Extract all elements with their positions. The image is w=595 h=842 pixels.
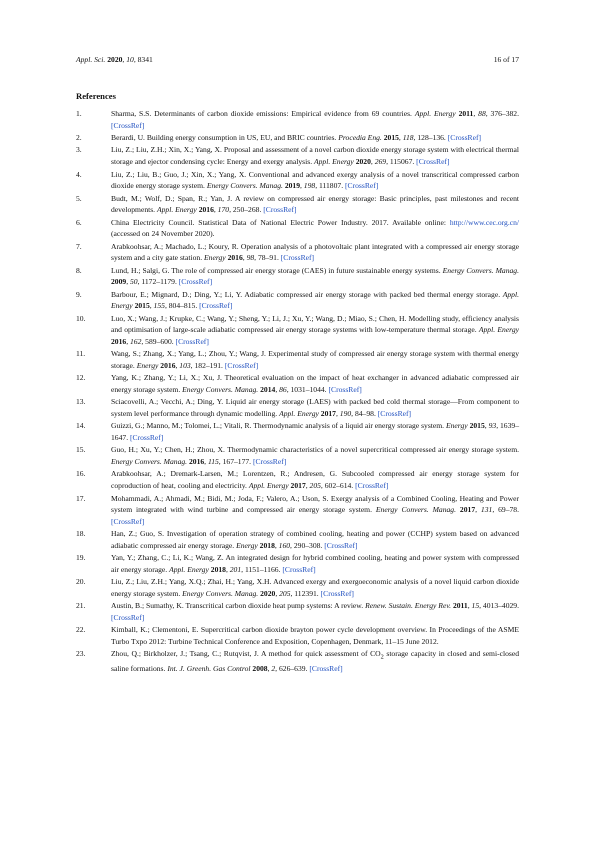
reference-text: , 78–91. xyxy=(254,253,281,263)
reference-italic: 86 xyxy=(279,384,287,394)
reference-text: , xyxy=(467,601,472,611)
reference-year: 2016 xyxy=(111,336,127,346)
running-header xyxy=(76,55,519,67)
reference-year: 2018 xyxy=(210,564,226,574)
reference-italic: 98 xyxy=(246,253,255,263)
reference-text: (accessed on 24 November 2020). xyxy=(111,229,215,239)
reference-italic: 2 xyxy=(271,664,276,674)
reference-year: 2008 xyxy=(252,664,268,674)
crossref-link[interactable]: [CrossRef] xyxy=(175,336,209,346)
reference-italic: Renew. Sustain. Energy Rev. xyxy=(365,601,452,611)
reference-text: , xyxy=(204,457,208,467)
reference-text: , 626–639. xyxy=(275,664,310,674)
reference-italic: 155 xyxy=(153,301,165,311)
reference-item xyxy=(76,552,519,575)
reference-text: , xyxy=(274,540,279,550)
reference-text: Wang, S.; Zhang, X.; Yang, L.; Zhou, Y.; Wang, J. Experimental study of compressed air energy storage system with thermal energy storage. xyxy=(111,349,519,370)
reference-number: 11. xyxy=(76,349,86,359)
reference-text: Lund, H.; Salgi, G. The role of compressed air energy storage (CAES) in future sustainable energy systems. xyxy=(111,265,443,275)
reference-text: Yan, Y.; Zhang, C.; Li, K.; Wang, Z. An integrated design for hybrid combined cooling, heating and power system with compressed air energy storage. xyxy=(111,553,519,574)
crossref-link[interactable]: [CrossRef] xyxy=(224,360,259,370)
reference-text: Guizzi, G.; Manno, M.; Tolomei, L.; Vitali, R. Thermodynamic analysis of a liquid air energy storage system. xyxy=(111,421,446,431)
reference-number: 8. xyxy=(76,265,82,275)
crossref-link[interactable]: [CrossRef] xyxy=(111,612,145,622)
reference-text: , 290–308. xyxy=(290,540,325,550)
reference-text: , 602–614. xyxy=(320,481,356,491)
reference-year: 2015 xyxy=(469,421,485,431)
reference-italic: 103 xyxy=(179,360,191,370)
reference-text: Sharma, S.S. Determinants of carbon dioxide emissions: Empirical evidence from 69 countries. xyxy=(111,109,415,118)
reference-text: , 69–78. xyxy=(492,505,520,515)
reference-italic: Energy Convers. Manag. xyxy=(182,588,259,598)
crossref-link[interactable]: [CrossRef] xyxy=(111,120,145,130)
reference-item xyxy=(76,169,519,192)
reference-italic: 269 xyxy=(374,157,387,167)
reference-text: , xyxy=(275,588,280,598)
reference-number: 10. xyxy=(76,313,86,323)
reference-text: , 128–136. xyxy=(413,133,448,143)
journal-citation: Appl. Sci. 2020, 10, 8341 xyxy=(76,55,153,64)
reference-text: Arabkoohsar, A.; Machado, L.; Koury, R. Operation analysis of a photovoltaic plant integrated with a compressed air energy storage system and a city gate station. xyxy=(111,241,519,263)
crossref-link[interactable]: [CrossRef] xyxy=(282,564,316,574)
reference-text: Mohammadi, A.; Ahmadi, M.; Bidi, M.; Joda, F.; Valero, A.; Uson, S. Exergy analysis of a Combined Cooling, Heating and Power system integrated with wind turbine and compressed air energy storage system. xyxy=(111,493,519,515)
crossref-link[interactable]: [CrossRef] xyxy=(129,433,164,442)
reference-number: 2. xyxy=(76,133,82,143)
reference-year: 2019 xyxy=(284,181,300,191)
reference-year: 2017 xyxy=(459,505,476,515)
reference-italic: Appl. Energy xyxy=(156,205,197,215)
reference-text: Han, Z.; Guo, S. Investigation of operation strategy of combined cooling, heating and power (CCHP) system based on advanced adiabatic compressed air energy storage. xyxy=(111,529,519,550)
reference-item xyxy=(76,528,519,551)
reference-number: 5. xyxy=(76,193,82,203)
reference-italic: Appl. Energy xyxy=(414,109,456,118)
reference-italic: Appl. Energy xyxy=(478,325,519,335)
reference-item xyxy=(76,108,519,131)
reference-year: 2016 xyxy=(188,457,205,467)
reference-number: 4. xyxy=(76,169,82,179)
reference-text: , 250–268. xyxy=(229,205,264,215)
reference-italic: 205 xyxy=(309,481,321,491)
crossref-link[interactable]: [CrossRef] xyxy=(447,133,482,143)
reference-text: , 1639–1647. xyxy=(111,421,519,442)
reference-number: 21. xyxy=(76,601,86,611)
reference-italic: 198 xyxy=(303,181,316,191)
reference-italic: 160 xyxy=(278,540,291,550)
crossref-link[interactable]: [CrossRef] xyxy=(320,588,354,598)
reference-text: , 804–815. xyxy=(164,301,200,311)
reference-text: storage capacity in closed and semi-closed saline formations. xyxy=(111,649,520,674)
reference-italic: 118 xyxy=(402,133,414,143)
reference-year: 2011 xyxy=(458,109,474,118)
crossref-link[interactable]: [CrossRef] xyxy=(328,384,362,394)
reference-year: 2017 xyxy=(290,481,306,491)
reference-number: 15. xyxy=(76,445,86,455)
reference-year: 2017 xyxy=(320,408,336,418)
reference-italic: 190 xyxy=(339,408,352,418)
reference-item xyxy=(76,624,519,647)
crossref-link[interactable]: [CrossRef] xyxy=(345,181,379,191)
reference-number: 22. xyxy=(76,625,86,635)
reference-item xyxy=(76,193,519,216)
reference-text: , 1031–1044. xyxy=(286,384,329,394)
reference-text: Berardi, U. Building energy consumption in US, EU, and BRIC countries. xyxy=(111,133,339,143)
crossref-link[interactable]: [CrossRef] xyxy=(309,664,343,674)
reference-italic: Energy Convers. Manag. xyxy=(375,505,456,515)
reference-number: 18. xyxy=(76,529,86,539)
reference-italic: Energy xyxy=(204,253,226,263)
reference-italic: 170 xyxy=(217,205,230,215)
reference-italic: 205 xyxy=(279,588,291,598)
reference-item xyxy=(76,265,519,288)
crossref-link[interactable]: [CrossRef] xyxy=(252,457,287,467)
reference-text: , xyxy=(370,157,375,167)
reference-italic: 201 xyxy=(229,564,242,574)
crossref-link[interactable]: [CrossRef] xyxy=(377,408,412,418)
reference-italic: Energy Convers. Manag. xyxy=(111,457,188,467)
reference-text: , xyxy=(175,360,180,370)
reference-item xyxy=(76,576,519,599)
article-number: 8341 xyxy=(137,55,153,64)
reference-italic: Energy xyxy=(236,540,258,550)
reference-text: , xyxy=(242,253,247,263)
reference-number: 7. xyxy=(76,241,82,251)
reference-item xyxy=(76,444,519,467)
reference-year: 2015 xyxy=(383,133,399,143)
reference-item xyxy=(76,396,519,419)
reference-text: Guo, H.; Xu, Y.; Chen, H.; Zhou, X. Thermodynamic characteristics of a novel supercritical compressed air energy storage system. xyxy=(111,445,519,455)
reference-italic: Energy Convers. Manag. xyxy=(206,181,283,191)
reference-text: , xyxy=(126,277,130,287)
crossref-link[interactable]: [CrossRef] xyxy=(324,540,358,550)
reference-text: Zhou, Q.; Birkholzer, J.; Tsang, C.; Rutqvist, J. A method for quick assessment of CO xyxy=(111,649,381,659)
reference-text: , xyxy=(213,205,218,215)
reference-item xyxy=(76,468,519,491)
reference-number: 20. xyxy=(76,577,86,587)
subscript: 2 xyxy=(380,653,384,661)
references-heading: References xyxy=(76,91,116,101)
reference-number: 19. xyxy=(76,553,86,563)
journal-name: Appl. Sci. xyxy=(76,55,106,64)
reference-italic: Energy xyxy=(136,360,159,370)
reference-text: , xyxy=(267,664,272,674)
reference-italic: Appl. Energy xyxy=(248,481,289,491)
crossref-link[interactable]: [CrossRef] xyxy=(416,157,450,167)
reference-text: Liu, Z.; Liu, Z.H.; Xin, X.; Yang, X. Proposal and assessment of a novel carbon dioxide energy storage system with electrical thermal storage and ejector condensing cycle: Energy and exergy analysis. xyxy=(111,145,519,167)
crossref-link[interactable]: [CrossRef] xyxy=(199,301,233,311)
crossref-link[interactable]: [CrossRef] xyxy=(111,516,145,526)
reference-number: 17. xyxy=(76,493,86,503)
reference-text: , 589–600. xyxy=(141,336,176,346)
reference-text: , 115067. xyxy=(386,157,417,167)
reference-text: , xyxy=(398,133,403,143)
reference-italic: Energy Convers. Manag. xyxy=(442,265,519,275)
reference-italic: Appl. Energy xyxy=(314,157,354,167)
reference-item xyxy=(76,420,519,443)
reference-italic: Appl. Energy xyxy=(169,564,209,574)
reference-text: Barbour, E.; Mignard, D.; Ding, Y.; Li, Y. Adiabatic compressed air energy storage with packed bed thermal energy storage. xyxy=(111,289,503,299)
reference-item xyxy=(76,241,519,264)
reference-year: 2020 xyxy=(355,157,371,167)
reference-text: , 1172–1179. xyxy=(137,277,179,287)
reference-text: Budt, M.; Wolf, D.; Span, R.; Yan, J. A review on compressed air energy storage: Basic principles, past milestones and recent developments. xyxy=(111,193,519,215)
reference-text: , xyxy=(335,408,340,418)
reference-list xyxy=(76,108,519,676)
reference-number: 3. xyxy=(76,145,82,155)
reference-number: 1. xyxy=(76,109,82,118)
reference-text: , 111807. xyxy=(315,181,345,191)
reference-text: Liu, Z.; Liu, Z.H.; Yang, X.Q.; Zhai, H.; Yang, X.H. Advanced exergy and exergoeconomic analysis of a novel liquid carbon dioxide energy storage system. xyxy=(111,577,519,598)
reference-text: Arabkoohsar, A.; Dremark-Larsen, M.; Lorentzen, R.; Andresen, G. Subcooled compressed air energy storage system for coproduction of heat, cooling and electricity. xyxy=(111,469,519,491)
reference-year: 2016 xyxy=(227,253,243,263)
reference-item xyxy=(76,217,519,240)
reference-text: , 376–382. xyxy=(485,109,520,118)
reference-italic: Procedia Eng. xyxy=(338,133,382,143)
reference-text: , xyxy=(149,301,154,311)
reference-text: Liu, Z.; Liu, B.; Guo, J.; Xin, X.; Yang, X. Conventional and advanced exergy analysis of a novel transcritical compressed carbon dioxide energy storage system. xyxy=(111,169,519,191)
reference-text: , xyxy=(305,481,310,491)
reference-item xyxy=(76,313,519,348)
reference-item xyxy=(76,144,519,167)
reference-number: 14. xyxy=(76,421,86,431)
reference-text: Sciacovelli, A.; Vecchi, A.; Ding, Y. Liquid air energy storage (LAES) with packed bed cold thermal storage—From component to system level performance through dynamic modelling. xyxy=(111,397,519,418)
reference-text: Luo, X.; Wang, J.; Krupke, C.; Wang, Y.; Sheng, Y.; Li, J.; Xu, Y.; Wang, D.; Miao, S.; Chen, H. Modelling study, efficiency analysis and optimisation of large-scale adiabatic compressed air energy storage systems with low-temperature thermal storage. xyxy=(111,313,519,335)
reference-year: 2018 xyxy=(259,540,275,550)
reference-number: 16. xyxy=(76,469,86,479)
reference-italic: Energy Convers. Manag. xyxy=(182,384,259,394)
reference-text: China Electricity Council. Statistical Data of National Electric Power Industry. 2017. Available online: xyxy=(111,217,450,227)
journal-volume: 10 xyxy=(126,55,134,64)
reference-number: 12. xyxy=(76,373,86,383)
reference-italic: 88 xyxy=(478,109,486,118)
reference-year: 2016 xyxy=(198,205,214,215)
reference-text: , xyxy=(225,564,230,574)
reference-item xyxy=(76,132,519,144)
reference-year: 2009 xyxy=(111,277,127,287)
reference-italic: 131 xyxy=(480,505,493,515)
reference-item xyxy=(76,648,519,675)
page-number: 16 of 17 xyxy=(493,55,519,64)
reference-italic: 93 xyxy=(488,421,497,431)
reference-item xyxy=(76,372,519,395)
reference-text: Austin, B.; Sumathy, K. Transcritical carbon dioxide heat pump systems: A review. xyxy=(111,601,366,611)
reference-number: 9. xyxy=(76,289,82,299)
reference-year: 2011 xyxy=(452,601,468,611)
reference-italic: 15 xyxy=(471,601,480,611)
crossref-link[interactable]: [CrossRef] xyxy=(280,253,315,263)
reference-text: , 4013–4029. xyxy=(479,601,519,611)
crossref-link[interactable]: [CrossRef] xyxy=(178,277,213,287)
reference-text: , xyxy=(126,336,130,346)
reference-item xyxy=(76,289,519,312)
reference-text: , 1151–1166. xyxy=(241,564,283,574)
reference-year: 2015 xyxy=(134,301,150,311)
reference-text: Kimball, K.; Clementoni, E. Supercritical carbon dioxide brayton power cycle development overview. In Proceedings of the ASME Turbo Txpo 2012: Turbine Technical Conference and Exposition, Copenhagen, Denmark, 11–15 June 2012. xyxy=(111,625,519,646)
reference-text: , 167–177. xyxy=(218,457,253,467)
reference-italic: Appl. Energy xyxy=(279,408,319,418)
reference-text: , xyxy=(473,109,479,118)
reference-italic: 50 xyxy=(129,277,138,287)
reference-text: , 84–98. xyxy=(351,408,378,418)
reference-year: 2020 xyxy=(260,588,276,598)
reference-item xyxy=(76,493,519,528)
reference-text: , xyxy=(275,384,280,394)
reference-text: , 112391. xyxy=(290,588,321,598)
reference-number: 6. xyxy=(76,217,82,227)
crossref-link[interactable]: [CrossRef] xyxy=(263,205,297,215)
reference-italic: Energy xyxy=(446,421,468,431)
reference-italic: Int. J. Greenh. Gas Control xyxy=(167,664,251,674)
reference-text: Yang, K.; Zhang, Y.; Li, X.; Xu, J. Theoretical evaluation on the impact of heat exchanger in advanced adiabatic compressed air energy storage system. xyxy=(111,373,519,394)
reference-year: 2014 xyxy=(260,384,276,394)
crossref-link[interactable]: http://www.cec.org.cn/ xyxy=(449,217,519,227)
journal-year: 2020 xyxy=(107,55,123,64)
reference-number: 13. xyxy=(76,397,86,407)
reference-item xyxy=(76,348,519,371)
reference-text: , xyxy=(484,421,489,431)
reference-year: 2016 xyxy=(160,360,176,370)
reference-italic: 162 xyxy=(129,336,142,346)
reference-text: , xyxy=(300,181,304,191)
crossref-link[interactable]: [CrossRef] xyxy=(355,481,389,491)
reference-text: , 182–191. xyxy=(190,360,225,370)
reference-italic: 115 xyxy=(207,457,219,467)
reference-italic: Appl. Energy xyxy=(111,289,519,311)
reference-text: , xyxy=(475,505,481,515)
reference-number: 23. xyxy=(76,649,86,659)
reference-item xyxy=(76,600,519,623)
